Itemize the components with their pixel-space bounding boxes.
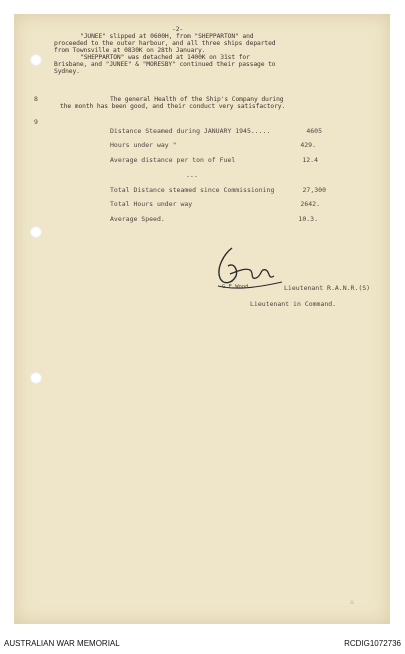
punch-hole xyxy=(30,226,42,238)
total-label: Total Hours under way xyxy=(110,200,193,208)
paragraph-number: 9 xyxy=(34,118,38,126)
total-label: Average Speed. xyxy=(110,215,165,223)
footer-left: AUSTRALIAN WAR MEMORIAL xyxy=(4,639,120,648)
stat-label: Hours under way " xyxy=(110,141,177,149)
text-line: the month has been good, and their conduct very satisfactory. xyxy=(60,103,286,110)
text-line: Sydney. xyxy=(54,68,80,75)
stat-label: Average distance per ton of Fuel xyxy=(110,156,236,164)
punch-hole xyxy=(30,54,42,66)
divider: --- xyxy=(186,172,198,180)
signature-rank: Lieutenant R.A.N.R.(S) xyxy=(284,284,371,292)
text-line: from Townsville at 0830K on 28th January. xyxy=(54,47,206,54)
total-label: Total Distance steamed since Commissioning xyxy=(110,186,275,194)
total-value: 2642. xyxy=(300,200,320,208)
text-line: "SHEPPARTON" was detached at 1400K on 31st for xyxy=(80,54,250,61)
footer-right: RCDIG1072736 xyxy=(344,639,401,648)
signature-title: Lieutenant in Command. xyxy=(250,300,337,308)
text-line: proceeded to the outer harbour, and all three ships departed xyxy=(54,40,276,47)
text-line: The general Health of the Ship's Company during xyxy=(110,96,284,103)
text-line: Brisbane, and "JUNEE" & "MORESBY" continued their passage to xyxy=(54,61,276,68)
stat-value: 4605 xyxy=(306,127,322,135)
page-mark: ∴ xyxy=(350,598,354,606)
stat-value: 12.4 xyxy=(302,156,318,164)
document-page xyxy=(14,14,390,624)
text-line: "JUNEE" slipped at 0600H, from "SHEPPARTON" and xyxy=(80,33,254,40)
stat-label: Distance Steamed during JANUARY 1945..... xyxy=(110,127,271,135)
total-value: 10.3. xyxy=(298,215,318,223)
total-value: 27,300 xyxy=(302,186,326,194)
signature-icon xyxy=(210,240,290,300)
signature-name: G.E.Wood xyxy=(222,284,249,290)
punch-hole xyxy=(30,372,42,384)
stat-value: 429. xyxy=(300,141,316,149)
paragraph-number: 8 xyxy=(34,95,38,103)
page-number: -2- xyxy=(172,26,184,33)
